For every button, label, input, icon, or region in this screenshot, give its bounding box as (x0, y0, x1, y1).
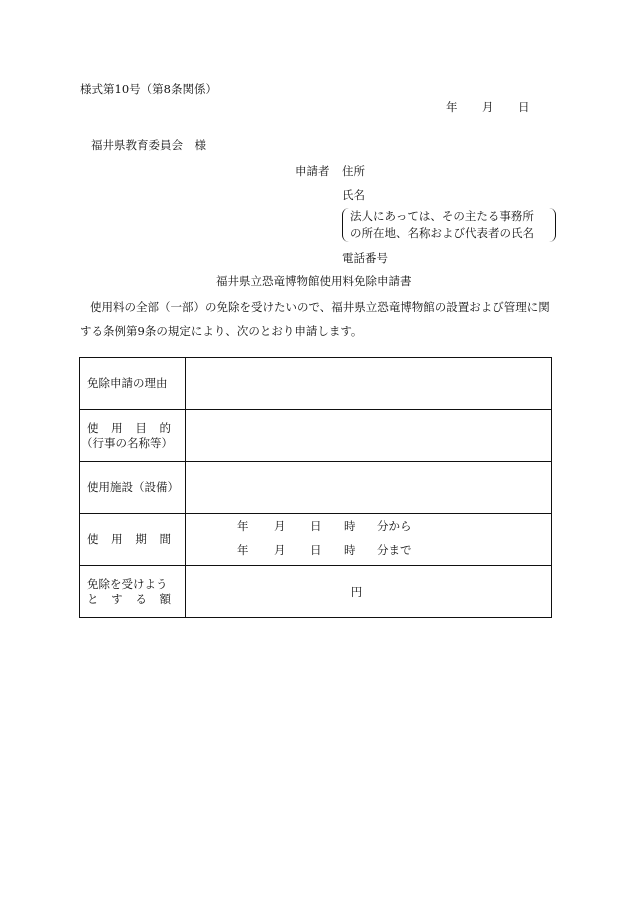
corporate-note-line1: 法人にあっては、その主たる事務所 (350, 209, 534, 223)
to-day: 日 (310, 542, 322, 557)
to-hour: 時 (344, 542, 356, 557)
from-month: 月 (274, 518, 286, 533)
purpose-char: 目 (135, 420, 147, 435)
yen-unit: 円 (350, 584, 363, 599)
purpose-label-main (87, 421, 171, 436)
name-label: 氏名 (342, 188, 365, 202)
amount-field[interactable] (186, 566, 552, 618)
applicant-label: 申請者 (295, 164, 330, 178)
addressee: 福井県教育委員会 様 (91, 138, 206, 152)
table-row (80, 462, 552, 514)
corporate-note (342, 208, 556, 242)
to-month: 月 (274, 542, 286, 557)
period-char: 用 (111, 532, 123, 546)
statement-line1: 使用料の全部（一部）の免除を受けたいので、福井県立恐竜博物館の設置および管理に関 (90, 300, 550, 314)
amount-label-line1: 免除を受けよう (87, 576, 168, 591)
date-year: 年 (446, 100, 458, 114)
form-number: 様式第10号（第8条関係） (80, 82, 217, 96)
corporate-note-line2: の所在地、名称および代表者の氏名 (350, 226, 534, 240)
purpose-label (80, 410, 186, 462)
period-char: 間 (159, 532, 171, 546)
purpose-field[interactable] (186, 410, 552, 462)
address-label: 住所 (342, 164, 365, 178)
from-year: 年 (237, 518, 249, 533)
from-day: 日 (310, 518, 322, 533)
reason-field[interactable] (186, 358, 552, 410)
purpose-sub-label: （行事の名称等） (81, 435, 173, 450)
facility-field[interactable] (186, 462, 552, 514)
period-label (80, 514, 186, 566)
period-to-line (186, 542, 551, 562)
date-day: 日 (518, 100, 530, 114)
period-label-main (87, 532, 171, 547)
amount-char: る (135, 591, 147, 606)
to-minute: 分まで (377, 542, 412, 557)
document-title: 福井県立恐竜博物館使用料免除申請書 (216, 274, 412, 288)
facility-label: 使用施設（設備） (80, 462, 186, 514)
to-year: 年 (237, 542, 249, 557)
period-from-line (186, 518, 551, 538)
period-char: 期 (135, 532, 147, 546)
purpose-char: 的 (159, 420, 171, 435)
amount-char: 額 (159, 591, 171, 606)
purpose-char: 使 (87, 420, 99, 435)
table-row (80, 514, 552, 566)
amount-char: と (87, 591, 99, 606)
date-month: 月 (482, 100, 494, 114)
application-statement (80, 296, 555, 342)
period-char: 使 (87, 532, 99, 546)
from-hour: 時 (344, 518, 356, 533)
phone-label: 電話番号 (342, 251, 388, 265)
period-field[interactable] (186, 514, 552, 566)
from-minute: 分から (377, 518, 412, 533)
reason-label: 免除申請の理由 (80, 358, 186, 410)
statement-line2: する条例第9条の規定により、次のとおり申請します。 (80, 324, 363, 338)
amount-label (80, 566, 186, 618)
application-form-table (79, 357, 552, 618)
table-row (80, 358, 552, 410)
amount-label-line2 (87, 592, 171, 607)
amount-char: す (111, 591, 123, 606)
purpose-char: 用 (111, 420, 123, 435)
table-row (80, 566, 552, 618)
table-row (80, 410, 552, 462)
